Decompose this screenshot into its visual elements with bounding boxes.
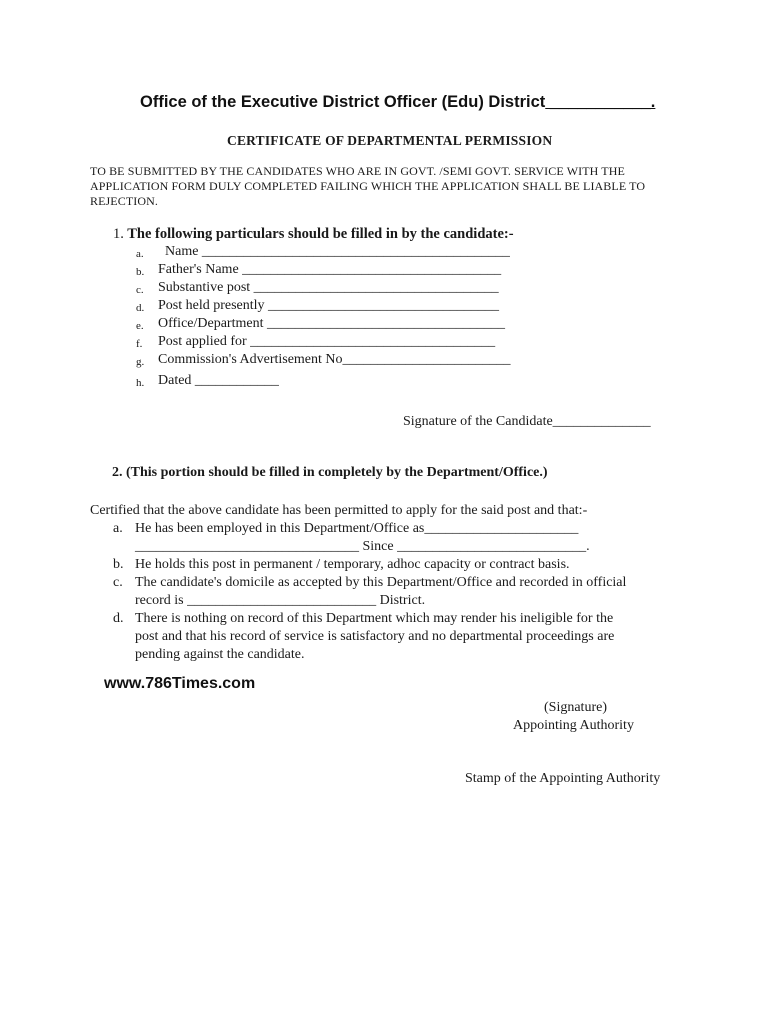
intro-line-1: TO BE SUBMITTED BY THE CANDIDATES WHO ARE IN GOVT. /SEMI GOVT. SERVICE WITH THE xyxy=(90,164,625,178)
intro-line-2: APPLICATION FORM DULY COMPLETED FAILING WHICH THE APPLICATION SHALL BE LIABLE TO xyxy=(90,179,646,193)
field-dated: Dated ____________ xyxy=(158,373,279,388)
item-letter-e: e. xyxy=(136,320,144,332)
office-header xyxy=(140,93,655,112)
item-letter-a: a. xyxy=(136,248,144,260)
item-letter-g: g. xyxy=(136,356,145,368)
intro-line-3: REJECTION. xyxy=(90,194,158,208)
clause-b-capacity: He holds this post in permanent / temporary, adhoc capacity or contract basis. xyxy=(135,557,570,572)
item-letter-d: d. xyxy=(136,302,145,314)
website-watermark: www.786Times.com xyxy=(104,675,256,692)
section1-heading-text: The following particulars should be filled in by the candidate:- xyxy=(127,226,514,242)
section1-heading xyxy=(113,226,514,243)
signature-label: (Signature) xyxy=(544,700,607,715)
certified-statement: Certified that the above candidate has been permitted to apply for the said post and that:- xyxy=(90,503,588,518)
clause-a-since: ________________________________ Since ___________________________. xyxy=(135,539,590,554)
office-header-text: Office of the Executive District Officer (Edu) District xyxy=(140,93,546,111)
certificate-title: CERTIFICATE OF DEPARTMENTAL PERMISSION xyxy=(227,133,553,148)
field-post-held-presently: Post held presently _________________________________ xyxy=(158,298,500,313)
field-post-applied-for: Post applied for ___________________________________ xyxy=(158,334,496,349)
clause-a-employed: He has been employed in this Department/Office as______________________ xyxy=(135,521,579,536)
clause-letter-d: d. xyxy=(113,611,124,626)
section1-number: 1. xyxy=(113,226,124,242)
item-letter-h: h. xyxy=(136,377,145,389)
clause-c-domicile: The candidate's domicile as accepted by this Department/Office and recorded in official xyxy=(135,575,627,590)
item-letter-c: c. xyxy=(136,284,144,296)
candidate-signature-line: Signature of the Candidate______________ xyxy=(403,414,651,429)
clause-d-service: post and that his record of service is satisfactory and no departmental proceedings are xyxy=(135,629,615,644)
field-name: Name ____________________________________________ xyxy=(158,244,510,259)
field-office-department: Office/Department __________________________________ xyxy=(158,316,505,331)
clause-d-record: There is nothing on record of this Department which may render his ineligible for the xyxy=(135,611,614,626)
item-letter-b: b. xyxy=(136,266,145,278)
stamp-label: Stamp of the Appointing Authority xyxy=(465,771,661,786)
field-substantive-post: Substantive post ___________________________________ xyxy=(158,280,499,295)
section2-heading: 2. (This portion should be filled in completely by the Department/Office.) xyxy=(112,465,548,480)
field-fathers-name: Father's Name _____________________________________ xyxy=(158,262,502,277)
clause-d-pending: pending against the candidate. xyxy=(135,647,305,662)
clause-letter-b: b. xyxy=(113,557,124,572)
clause-letter-c: c. xyxy=(113,575,123,590)
item-letter-f: f. xyxy=(136,338,143,350)
field-advertisement-no: Commission's Advertisement No________________________ xyxy=(158,352,511,367)
clause-c-district: record is ___________________________ District. xyxy=(135,593,426,608)
district-blank: ___________. xyxy=(545,93,656,111)
appointing-authority-label: Appointing Authority xyxy=(513,718,634,733)
clause-letter-a: a. xyxy=(113,521,123,536)
